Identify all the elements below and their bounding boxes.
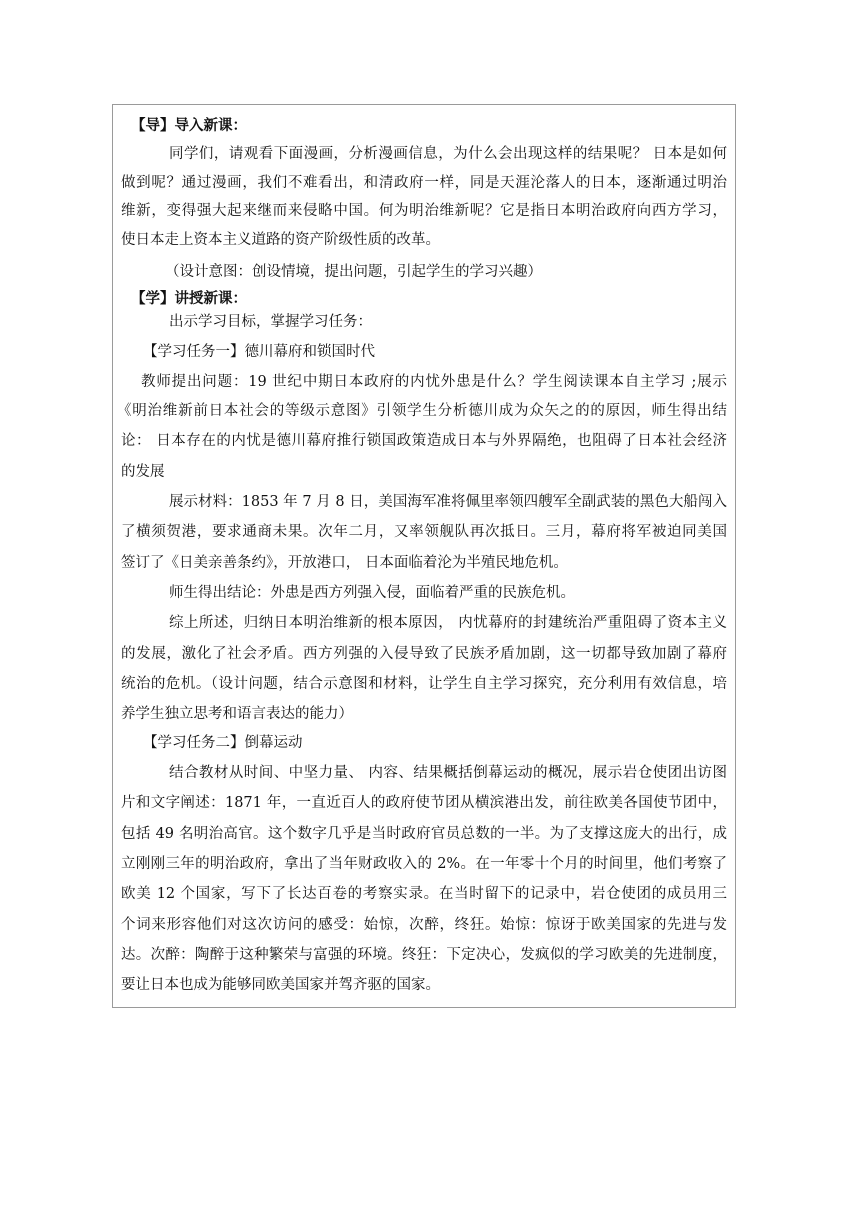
conclusion-line: 师生得出结论：外患是西方列强入侵，面临着严重的民族危机。 <box>169 584 575 601</box>
paragraph-line: 包括 49 名明治高官。这个数字几乎是当时政府官员总数的一半。为了支撑这庞大的出行，成 <box>121 825 727 842</box>
paragraph-line: 综上所述，归纳日本明治维新的根本原因， 内忧幕府的封建统治严重阻碍了资本主义 <box>169 615 727 632</box>
paragraph-line: 养学生独立思考和语言表达的能力） <box>121 706 353 723</box>
paragraph-line: 的发展，激化了社会矛盾。西方列强的入侵导致了民族矛盾加剧，这一切都导致加剧了幕府 <box>121 645 727 662</box>
task-one-heading: 【学习任务一】德川幕府和锁国时代 <box>143 344 375 361</box>
paragraph-line: 要让日本也成为能够同欧美国家并驾齐驱的国家。 <box>121 977 440 994</box>
paragraph-line: 达。次醉：陶醉于这种繁荣与富强的环境。终狂：下定决心，发疯似的学习欧美的先进制度， <box>121 946 727 963</box>
paragraph-line: 结合教材从时间、中坚力量、 内容、结果概括倒幕运动的概况，展示岩仓使团出访图 <box>169 764 727 781</box>
paragraph-line: 个词来形容他们对这次访问的感受：始惊，次醉，终狂。始惊：惊讶于欧美国家的先进与发 <box>121 916 727 933</box>
paragraph-line: 做到呢？通过漫画，我们不难看出，和清政府一样，同是天涯沦落人的日本，逐渐通过明治 <box>121 174 727 191</box>
paragraph-line: 片和文字阐述：1871 年，一直近百人的政府使节团从横滨港出发，前往欧美各国使节团中， <box>121 795 727 812</box>
paragraph-line: 维新，变得强大起来继而来侵略中国。何为明治维新呢？它是指日本明治政府向西方学习， <box>121 203 727 220</box>
paragraph-line: 统治的危机。（设计问题，结合示意图和材料，让学生自主学习探究，充分利用有效信息，培 <box>121 675 727 692</box>
paragraph-line: 展示材料：1853 年 7 月 8 日，美国海军准将佩里率领四艘军全副武装的黑色大船闯入 <box>169 493 727 510</box>
paragraph-line: 的发展 <box>121 463 165 480</box>
paragraph-line: 教师提出问题：19 世纪中期日本政府的内忧外患是什么？学生阅读课本自主学习 ;展示 <box>141 374 727 391</box>
section-heading-dao: 【导】导入新课： <box>131 117 247 134</box>
paragraph-line: 了横须贺港，要求通商未果。次年二月，又率领舰队再次抵日。三月，幕府将军被迫同美国 <box>121 524 727 541</box>
learning-goal-intro: 出示学习目标，掌握学习任务： <box>169 313 372 330</box>
paragraph-line: 签订了《日美亲善条约》，开放港口， 日本面临着沦为半殖民地危机。 <box>121 554 568 571</box>
paragraph-line: 《明治维新前日本社会的等级示意图》引领学生分析德川成为众矢之的的原因，师生得出结 <box>117 403 727 419</box>
paragraph-line: 同学们，请观看下面漫画，分析漫画信息，为什么会出现这样的结果呢？ 日本是如何 <box>169 146 727 163</box>
section-heading-xue: 【学】讲授新课： <box>131 290 247 307</box>
task-two-heading: 【学习任务二】倒幕运动 <box>143 734 303 751</box>
paragraph-line: 使日本走上资本主义道路的资产阶级性质的改革。 <box>121 231 440 248</box>
lesson-plan-cell <box>112 104 736 1008</box>
paragraph-line: 欧美 12 个国家，写下了长达百卷的考察实录。在当时留下的记录中，岩仓使团的成员用三 <box>121 886 727 903</box>
paragraph-line: 论： 日本存在的内忧是德川幕府推行锁国政策造成日本与外界隔绝，也阻碍了日本社会经济 <box>121 433 727 450</box>
paragraph-line: 立刚刚三年的明治政府，拿出了当年财政收入的 2%。在一年零十个月的时间里，他们考察了 <box>121 855 727 872</box>
design-intent-note: （设计意图：创设情境，提出问题，引起学生的学习兴趣） <box>165 263 542 280</box>
